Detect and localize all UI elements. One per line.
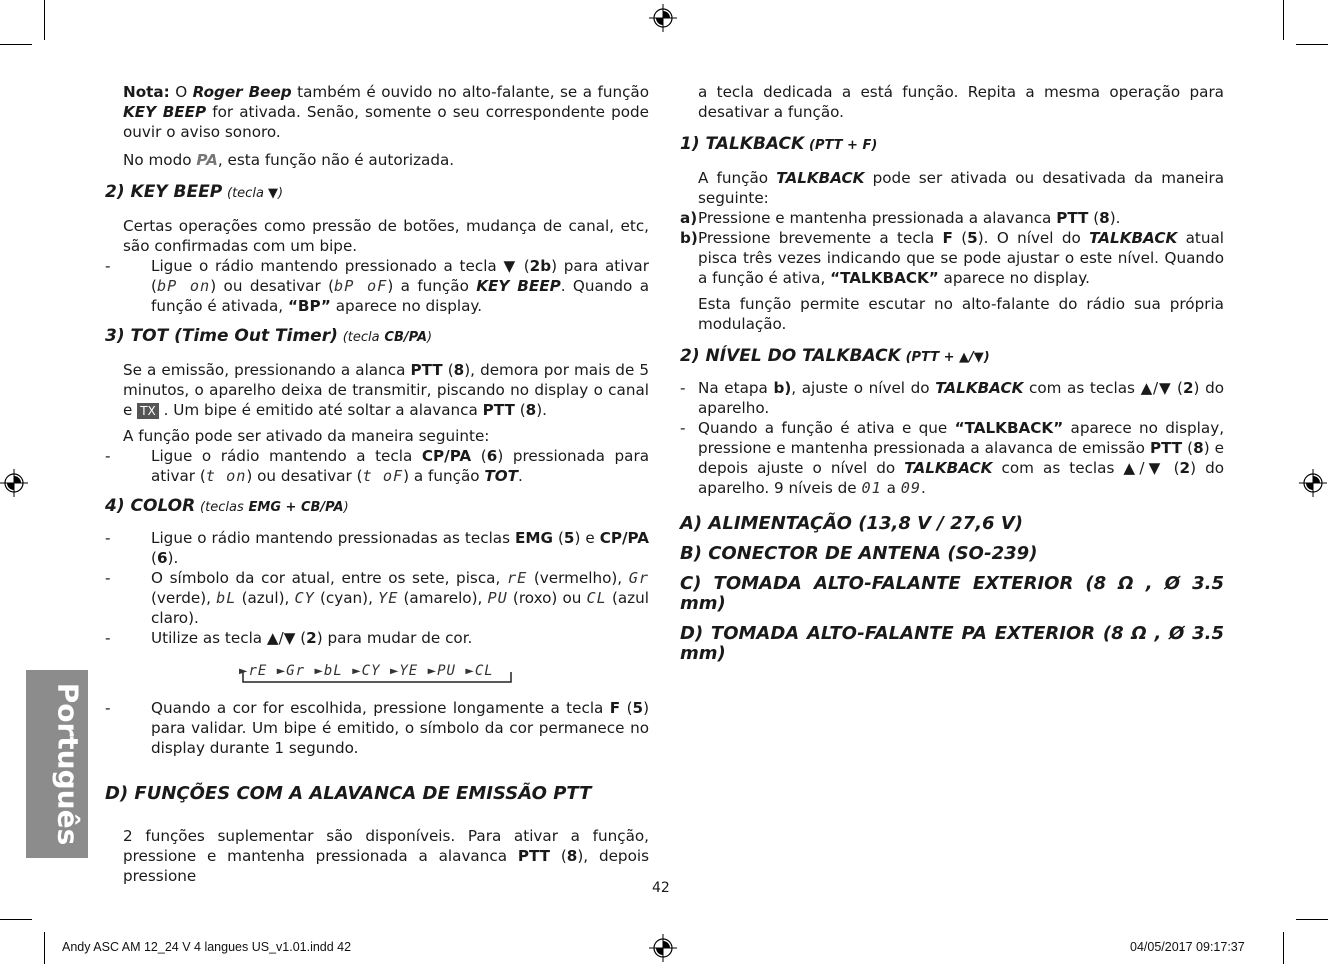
- crop-mark: [1296, 44, 1328, 45]
- body-paragraph: 2 funções suplementar são disponíveis. Para ativar a função, pressione e mantenha pressionada a alavanca PTT (8), depois pressione: [123, 827, 649, 885]
- sequence-item: rE: [248, 663, 268, 679]
- section-heading: 3) TOT (Time Out Timer) (tecla CB/PA): [105, 326, 433, 346]
- sequence-item: Gr: [286, 663, 306, 679]
- crop-mark: [0, 44, 32, 45]
- crop-mark: [1283, 0, 1284, 40]
- crop-mark: [1283, 932, 1284, 964]
- note-paragraph: Nota: O Roger Beep também é ouvido no alto-falante, se a função KEY BEEP for ativada. Senão, somente o seu correspondente pode ouvir o aviso sonoro.: [123, 83, 650, 141]
- chapter-heading: C) TOMADA ALTO-FALANTE EXTERIOR (8 Ω , Ø 3.5 mm): [680, 573, 1224, 614]
- section-heading: 2) NÍVEL DO TALKBACK (PTT + ▲/▼): [680, 346, 990, 366]
- body-paragraph: a tecla dedicada a está função. Repita a mesma operação para desativar a função.: [698, 83, 1224, 121]
- body-paragraph: Esta função permite escutar no alto-falante do rádio sua própria modulação.: [698, 295, 1224, 333]
- right-column: [680, 82, 1224, 664]
- sequence-item: bL: [323, 663, 343, 679]
- crop-mark: [44, 932, 45, 964]
- crop-mark: [1296, 919, 1328, 920]
- bullet-item: - Na etapa b), ajuste o nível do TALKBACK com as teclas ▲/▼ (2) do aparelho.: [680, 379, 1225, 417]
- page-number: 42: [652, 880, 670, 896]
- registration-mark-icon: [0, 469, 28, 497]
- body-paragraph: A função TALKBACK pode ser ativada ou desativada da maneira seguinte:: [698, 169, 1225, 207]
- section-heading: 2) KEY BEEP (tecla ▼): [105, 182, 284, 202]
- sequence-item: CL: [474, 663, 494, 679]
- step-item: b) Pressione brevemente a tecla F (5). O nível do TALKBACK atual pisca três vezes indicando que se pode ajustar o este nível. Quando a função é ativa, “TALKBACK” aparece no display.: [680, 229, 1225, 287]
- crop-mark: [44, 0, 45, 40]
- color-sequence-diagram: [105, 654, 649, 694]
- crop-mark: [0, 919, 32, 920]
- bullet-item: - Quando a cor for escolhida, pressione longamente a tecla F (5) para validar. Um bipe é emitido, o símbolo da cor permanece no display durante 1 segundo.: [105, 699, 650, 757]
- registration-mark-icon: [649, 4, 677, 32]
- chapter-heading: D) TOMADA ALTO-FALANTE PA EXTERIOR (8 Ω , Ø 3.5 mm): [680, 623, 1224, 664]
- footer-timestamp: 04/05/2017 09:17:37: [1130, 940, 1245, 954]
- bullet-item: - Quando a função é ativa e que “TALKBACK” aparece no display, pressione e mantenha pressionada a alavanca de emissão PTT (8) e depois ajuste o nível do TALKBACK com as teclas ▲/▼ (2) do aparelho. 9 níveis de 01 a 09.: [680, 419, 1225, 497]
- bullet-item: - Ligue o rádio mantendo pressionado a tecla ▼ (2b) para ativar (bP on) ou desativar (bP oF) a função KEY BEEP. Quando a função é ativada, “BP” aparece no display.: [105, 257, 650, 315]
- bullet-item: - Utilize as tecla ▲/▼ (2) para mudar de cor.: [105, 629, 473, 647]
- bullet-item: - Ligue o rádio mantendo a tecla CP/PA (6) pressionada para ativar (t on) ou desativar (t oF) a função TOT.: [105, 447, 650, 485]
- pa-paragraph: No modo PA, esta função não é autorizada.: [123, 151, 455, 169]
- sequence-row: ►rE ►Gr ►bL ►CY ►YE ►PU ►CL: [239, 663, 494, 679]
- chapter-heading: B) CONECTOR DE ANTENA (SO-239): [680, 543, 1038, 564]
- tx-indicator: TX: [137, 403, 159, 419]
- language-tab-label: Português: [51, 682, 85, 846]
- chapter-heading: A) ALIMENTAÇÃO (13,8 V / 27,6 V): [680, 513, 1023, 534]
- registration-mark-icon: [649, 934, 677, 962]
- chapter-heading: D) FUNÇÕES COM A ALAVANCA DE EMISSÃO PTT: [105, 783, 592, 804]
- body-paragraph: Certas operações como pressão de botões, mudança de canal, etc, são confirmadas com um bipe.: [123, 217, 649, 255]
- section-heading: 1) TALKBACK (PTT + F): [680, 134, 878, 154]
- registration-mark-icon: [1299, 469, 1327, 497]
- left-column: [105, 82, 649, 886]
- bullet-item: - Ligue o rádio mantendo pressionadas as teclas EMG (5) e CP/PA (6).: [105, 529, 650, 567]
- sequence-item: CY: [361, 663, 381, 679]
- body-paragraph: Se a emissão, pressionando a alanca PTT (8), demora por mais de 5 minutos, o aparelho deixa de transmitir, piscando no display o canal e TX . Um bipe é emitido até soltar a alavanca PTT (8).: [123, 361, 650, 419]
- section-heading: 4) COLOR (teclas EMG + CB/PA): [105, 496, 349, 516]
- sequence-item: YE: [399, 663, 419, 679]
- sequence-item: PU: [437, 663, 456, 679]
- bullet-item: - O símbolo da cor atual, entre os sete, pisca, rE (vermelho), Gr (verde), bL (azul), CY (cyan), YE (amarelo), PU (roxo) ou CL (azul claro).: [105, 569, 650, 627]
- body-paragraph: A função pode ser ativado da maneira seguinte:: [123, 427, 490, 445]
- step-item: a) Pressione e mantenha pressionada a alavanca PTT (8).: [680, 209, 1121, 227]
- footer-filename: Andy ASC AM 12_24 V 4 langues US_v1.01.indd 42: [62, 940, 352, 954]
